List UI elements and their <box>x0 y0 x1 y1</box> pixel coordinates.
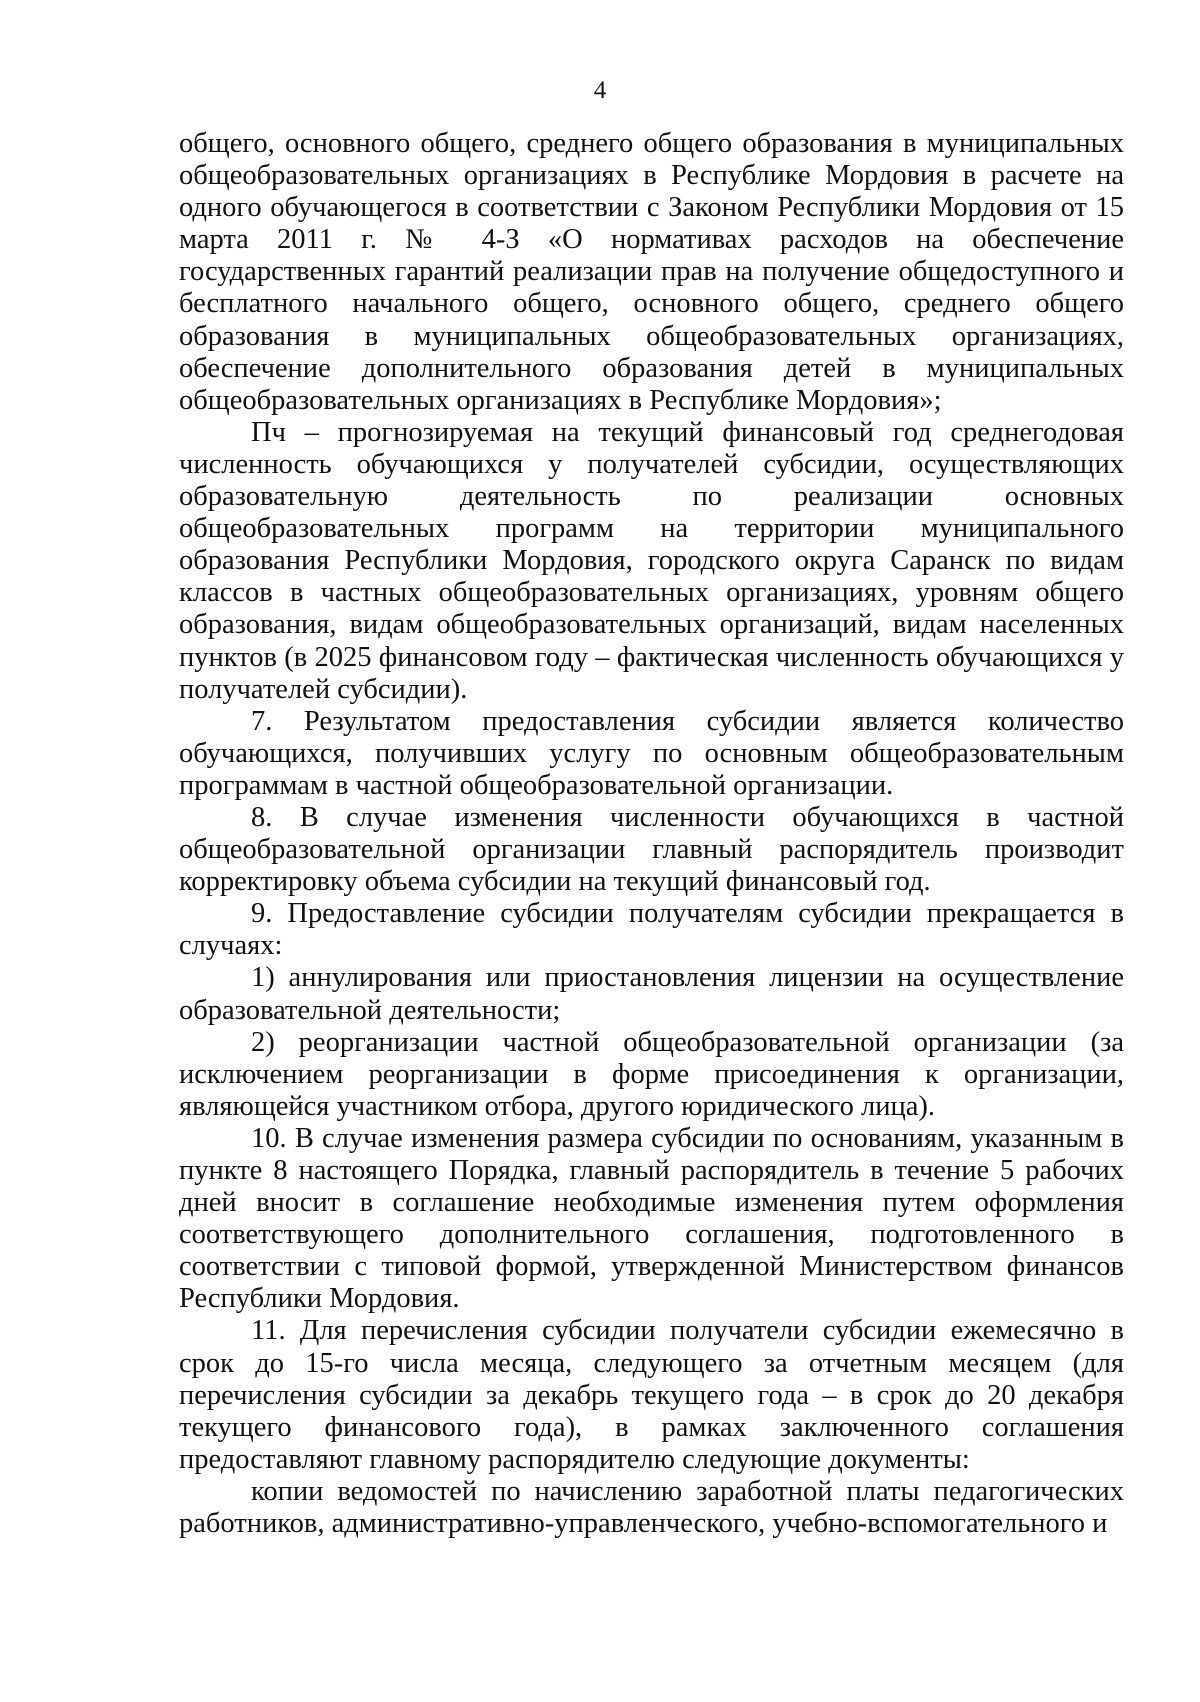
paragraph-item-9: 9. Предоставление субсидии получателям субсидии прекращается в случаях: <box>179 898 1124 962</box>
document-body <box>179 128 1124 1540</box>
paragraph-item-10: 10. В случае изменения размера субсидии по основаниям, указанным в пункте 8 настоящего Порядка, главный распорядитель в течение 5 рабочих дней вносит в соглашение необходимые изменения путем оформления соответствующего дополнительного соглашения, подготовленного в соответствии с типовой формой, утвержденной Министерством финансов Республики Мордовия. <box>179 1122 1124 1315</box>
paragraph-item-7: 7. Результатом предоставления субсидии является количество обучающихся, получивших услугу по основным общеобразовательным программам в частной общеобразовательной организации. <box>179 705 1124 801</box>
paragraph-subitem-2: 2) реорганизации частной общеобразовательной организации (за исключением реорганизации в форме присоединения к организации, являющейся участником отбора, другого юридического лица). <box>179 1026 1124 1122</box>
paragraph-item-8: 8. В случае изменения численности обучающихся в частной общеобразовательной организации главный распорядитель производит корректировку объема субсидии на текущий финансовый год. <box>179 801 1124 898</box>
paragraph-subitem-1: 1) аннулирования или приостановления лицензии на осуществление образовательной деятельности; <box>179 962 1124 1026</box>
paragraph-documents-list: копии ведомостей по начислению заработной платы педагогических работников, административно-управленческого, учебно-вспомогательного и <box>179 1475 1124 1540</box>
paragraph-pch-definition: Пч – прогнозируемая на текущий финансовый год среднегодовая численность обучающихся у получателей субсидии, осуществляющих образовательную деятельность по реализации основных общеобразовательных программ на территории муниципального образования Республики Мордовия, городского округа Саранск по видам классов в частных общеобразовательных организациях, уровням общего образования, видам общеобразовательных организаций, видам населенных пунктов (в 2025 финансовом году – фактическая численность обучающихся у получателей субсидии). <box>179 416 1124 705</box>
page-number: 4 <box>593 77 607 104</box>
paragraph-item-11: 11. Для перечисления субсидии получатели субсидии ежемесячно в срок до 15-го числа месяца, следующего за отчетным месяцем (для перечисления субсидии за декабрь текущего года – в срок до 20 декабря текущего финансового года), в рамках заключенного соглашения предоставляют главному распорядителю следующие документы: <box>179 1315 1124 1475</box>
paragraph-continuation: общего, основного общего, среднего общего образования в муниципальных общеобразовательных организациях в Республике Мордовия в расчете на одного обучающегося в соответствии с Законом Республики Мордовия от 15 марта 2011 г. № 4-З «О нормативах расходов на обеспечение государственных гарантий реализации прав на получение общедоступного и бесплатного начального общего, основного общего, среднего общего образования в муниципальных общеобразовательных организациях, обеспечение дополнительного образования детей в муниципальных общеобразовательных организациях в Республике Мордовия»; <box>179 128 1124 416</box>
